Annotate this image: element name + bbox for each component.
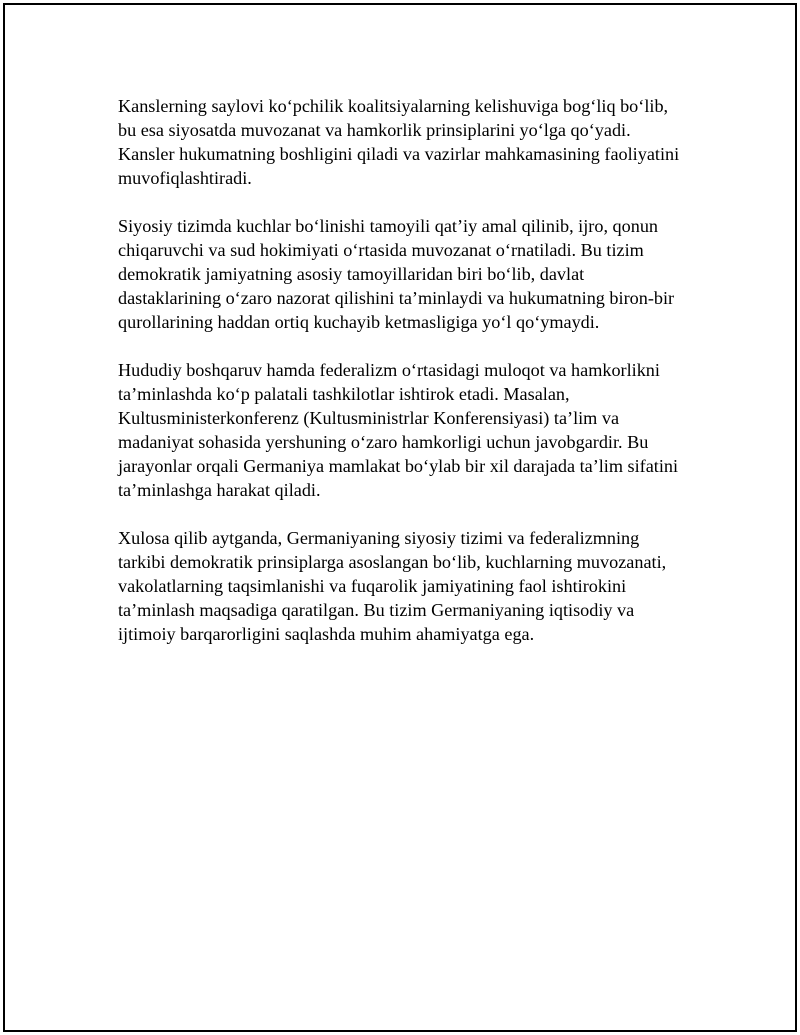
text-line: Xulosa qilib aytganda, Germaniyaning siyosiy tizimi va federalizmning [118,528,640,548]
text-line: qurollarining haddan ortiq kuchayib ketmasligiga yo‘l qo‘ymaydi. [118,312,600,332]
text-line: muvofiqlashtiradi. [118,168,252,188]
text-line: bu esa siyosatda muvozanat va hamkorlik prinsiplarini yo‘lga qo‘yadi. [118,120,631,140]
paragraph-federalism [118,358,698,502]
paragraph-separation-of-powers [118,214,698,334]
document-body [118,94,698,670]
text-line: Siyosiy tizimda kuchlar bo‘linishi tamoyili qat’iy amal qilinib, ijro, qonun [118,216,659,236]
text-line: Kultusministerkonferenz (Kultusministrlar Konferensiyasi) ta’lim va [118,408,620,428]
text-line: demokratik jamiyatning asosiy tamoyillaridan biri bo‘lib, davlat [118,264,585,284]
text-line: vakolatlarning taqsimlanishi va fuqarolik jamiyatining faol ishtirokini [118,576,627,596]
text-line: chiqaruvchi va sud hokimiyati o‘rtasida muvozanat o‘rnatiladi. Bu tizim [118,240,644,260]
text-line: Kansler hukumatning boshligini qiladi va vazirlar mahkamasining faoliyatini [118,144,680,164]
text-line: madaniyat sohasida yershuning o‘zaro hamkorligi uchun javobgardir. Bu [118,432,649,452]
text-line: ta’minlash maqsadiga qaratilgan. Bu tizim Germaniyaning iqtisodiy va [118,600,635,620]
text-line: Kanslerning saylovi ko‘pchilik koalitsiyalarning kelishuviga bog‘liq bo‘lib, [118,96,669,116]
paragraph-conclusion [118,526,698,646]
text-line: tarkibi demokratik prinsiplarga asoslangan bo‘lib, kuchlarning muvozanati, [118,552,667,572]
text-line: Hududiy boshqaruv hamda federalizm o‘rtasidagi muloqot va hamkorlikni [118,360,660,380]
text-line: ijtimoiy barqarorligini saqlashda muhim ahamiyatga ega. [118,624,535,644]
text-line: jarayonlar orqali Germaniya mamlakat bo‘ylab bir xil darajada ta’lim sifatini [118,456,679,476]
text-line: ta’minlashda ko‘p palatali tashkilotlar ishtirok etadi. Masalan, [118,384,570,404]
text-line: ta’minlashga harakat qiladi. [118,480,321,500]
paragraph-kansler-election [118,94,698,190]
text-line: dastaklarining o‘zaro nazorat qilishini ta’minlaydi va hukumatning biron-bir [118,288,675,308]
